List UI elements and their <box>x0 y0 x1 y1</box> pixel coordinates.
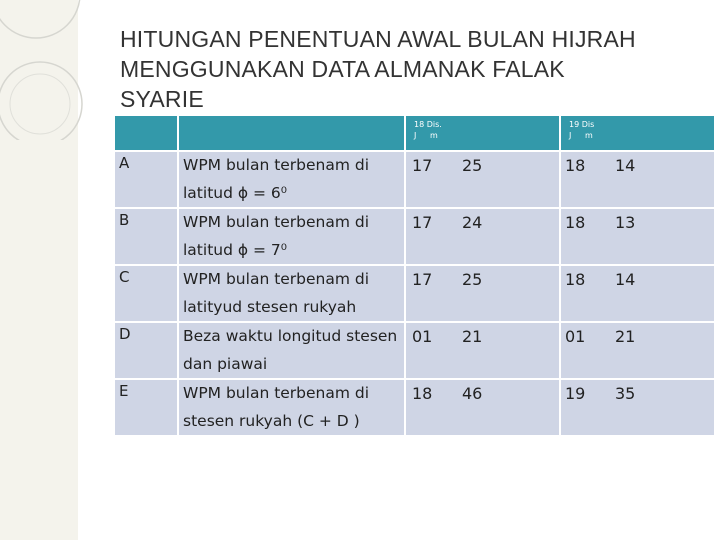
jam-value: 17 <box>412 213 433 232</box>
jam-value: 19 <box>565 384 586 403</box>
row-desc-cell <box>179 209 404 264</box>
row-desc-cell <box>179 266 404 321</box>
row-label: B <box>119 211 130 229</box>
header-date: 18 Dis. <box>414 120 442 129</box>
row-label-cell <box>115 380 177 435</box>
table-header-row <box>115 116 714 150</box>
jam-value: 18 <box>565 270 586 289</box>
title-line: SYARIE <box>120 86 204 112</box>
decorative-circles <box>0 0 120 140</box>
header-empty-label <box>115 116 177 150</box>
row-label-cell <box>115 209 177 264</box>
jam-value: 18 <box>412 384 433 403</box>
minit-value: 13 <box>615 213 636 232</box>
row-18-cell <box>406 380 559 435</box>
row-desc: WPM bulan terbenam di latityud stesen rukyah <box>183 270 370 316</box>
row-label: A <box>119 154 130 172</box>
row-desc-cell <box>179 152 404 207</box>
header-18-dis <box>406 116 559 150</box>
minit-value: 21 <box>462 327 483 346</box>
table-row <box>115 266 714 321</box>
row-label: C <box>119 268 130 286</box>
header-19-dis <box>561 116 714 150</box>
row-18-cell <box>406 266 559 321</box>
header-empty-desc <box>179 116 404 150</box>
row-label: E <box>119 382 129 400</box>
jam-value: 18 <box>565 156 586 175</box>
title-line: MENGGUNAKAN DATA ALMANAK FALAK <box>120 56 565 82</box>
table-row <box>115 152 714 207</box>
minit-value: 35 <box>615 384 636 403</box>
almanac-table <box>113 114 716 437</box>
jam-value: 17 <box>412 270 433 289</box>
row-19-cell <box>561 152 714 207</box>
table-row <box>115 323 714 378</box>
row-19-cell <box>561 266 714 321</box>
minit-value: 14 <box>615 156 636 175</box>
row-18-cell <box>406 323 559 378</box>
row-desc-cell <box>179 323 404 378</box>
header-j: J <box>414 131 417 140</box>
title-line: HITUNGAN PENENTUAN AWAL BULAN HIJRAH <box>120 26 636 52</box>
minit-value: 24 <box>462 213 483 232</box>
minit-value: 25 <box>462 156 483 175</box>
row-19-cell <box>561 380 714 435</box>
minit-value: 46 <box>462 384 483 403</box>
row-label-cell <box>115 266 177 321</box>
header-m: m <box>430 131 438 140</box>
jam-value: 01 <box>412 327 433 346</box>
row-label-cell <box>115 152 177 207</box>
slide-title <box>120 24 710 114</box>
minit-value: 25 <box>462 270 483 289</box>
header-date: 19 Dis <box>569 120 595 129</box>
row-desc: WPM bulan terbenam di latitud ϕ = 6⁰ <box>183 156 370 202</box>
row-desc-cell <box>179 380 404 435</box>
row-18-cell <box>406 209 559 264</box>
table-row <box>115 209 714 264</box>
minit-value: 14 <box>615 270 636 289</box>
jam-value: 01 <box>565 327 586 346</box>
jam-value: 18 <box>565 213 586 232</box>
row-desc: WPM bulan terbenam di latitud ϕ = 7⁰ <box>183 213 370 259</box>
row-19-cell <box>561 323 714 378</box>
row-label-cell <box>115 323 177 378</box>
table-row <box>115 380 714 435</box>
row-desc: WPM bulan terbenam di stesen rukyah (C + D ) <box>183 384 370 430</box>
header-m: m <box>585 131 593 140</box>
row-desc: Beza waktu longitud stesen dan piawai <box>183 327 398 373</box>
row-18-cell <box>406 152 559 207</box>
minit-value: 21 <box>615 327 636 346</box>
header-j: J <box>569 131 572 140</box>
row-19-cell <box>561 209 714 264</box>
jam-value: 17 <box>412 156 433 175</box>
row-label: D <box>119 325 131 343</box>
